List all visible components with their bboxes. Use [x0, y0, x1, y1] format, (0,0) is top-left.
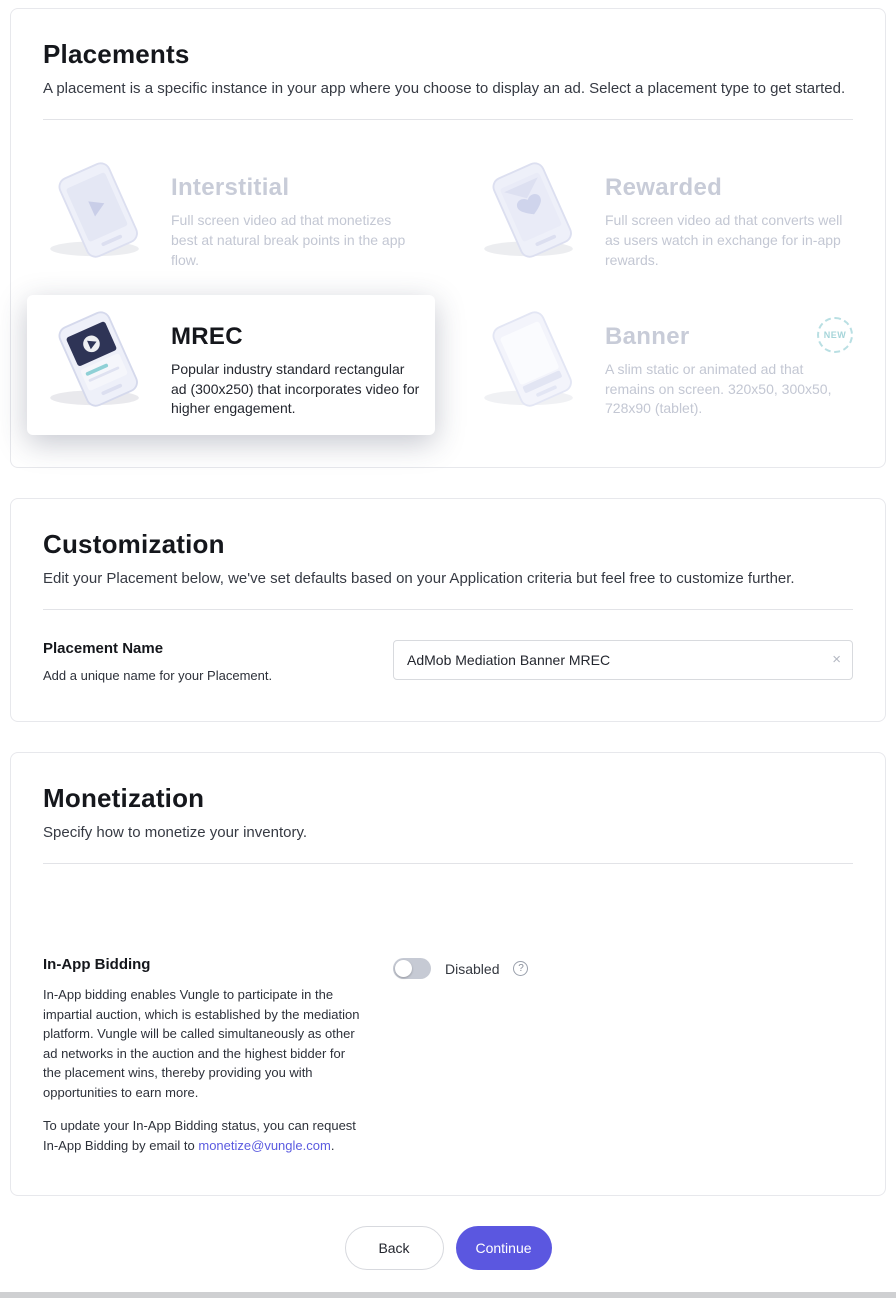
placement-type-title: Rewarded — [605, 174, 723, 201]
in-app-bidding-toggle[interactable] — [393, 958, 431, 979]
monetization-card — [10, 752, 886, 1196]
placement-type-rewarded[interactable] — [461, 146, 869, 287]
customization-card — [10, 498, 886, 722]
banner-phone-icon — [475, 311, 595, 413]
placement-type-title: Interstitial — [171, 174, 290, 201]
bidding-contact-period: . — [330, 1137, 335, 1153]
placement-type-mrec[interactable] — [27, 295, 435, 436]
customization-title: Customization — [43, 529, 225, 560]
footer-actions — [0, 1196, 896, 1278]
placement-type-title: Banner — [605, 322, 690, 350]
monetization-title: Monetization — [43, 783, 205, 814]
placements-card — [10, 8, 886, 468]
monetization-subtitle: Specify how to monetize your inventory. — [43, 824, 308, 842]
placements-subtitle: A placement is a specific instance in your app where you choose to display an ad. Select a placement type to get started. — [43, 80, 846, 97]
continue-button[interactable]: Continue — [456, 1226, 552, 1270]
interstitial-phone-icon — [41, 162, 161, 264]
placement-name-input[interactable] — [393, 640, 853, 680]
monetize-email-link[interactable]: monetize@vungle.com — [198, 1137, 331, 1153]
bottom-edge-bar — [0, 1292, 896, 1298]
placement-type-desc: Full screen video ad that converts well as users watch in exchange for in-app rewards. — [605, 212, 843, 268]
placement-type-desc: Popular industry standard rectangular ad (300x250) that incorporates video for higher engagement. — [171, 360, 420, 417]
placement-type-desc: A slim static or animated ad that remains on screen. 320x50, 300x50, 728x90 (tablet). — [605, 360, 832, 417]
placement-name-helper: Add a unique name for your Placement. — [43, 668, 273, 684]
toggle-knob — [395, 960, 412, 977]
back-button[interactable]: Back — [345, 1226, 444, 1270]
in-app-bidding-contact — [43, 1116, 361, 1155]
placement-type-banner[interactable] — [461, 295, 869, 436]
help-icon[interactable]: ? — [513, 961, 528, 976]
placement-type-grid — [11, 120, 885, 467]
placement-name-label: Placement Name — [43, 640, 164, 658]
customization-subtitle: Edit your Placement below, we've set defaults based on your Application criteria but feel free to customize further. — [43, 570, 795, 588]
in-app-bidding-description: In-App bidding enables Vungle to participate in the impartial auction, which is established by the mediation platform. Vungle will be called simultaneously as other ad networks in the auction and the highest bidder for the placement wins, thereby providing you with opportunities to earn more. — [43, 987, 360, 1100]
clear-input-icon[interactable]: × — [832, 651, 841, 669]
placements-title: Placements — [43, 39, 190, 69]
bidding-contact-text: To update your In-App Bidding status, you can request In-App Bidding by email to — [43, 1118, 356, 1153]
in-app-bidding-label: In-App Bidding — [43, 956, 151, 974]
rewarded-phone-icon — [475, 162, 595, 264]
mrec-phone-icon — [41, 311, 161, 413]
placement-type-interstitial[interactable] — [27, 146, 435, 287]
placement-type-desc: Full screen video ad that monetizes best at natural break points in the app flow. — [171, 212, 406, 268]
new-badge: NEW — [817, 317, 853, 353]
bidding-status-text: Disabled — [445, 960, 500, 977]
placement-type-title: MREC — [171, 322, 243, 350]
